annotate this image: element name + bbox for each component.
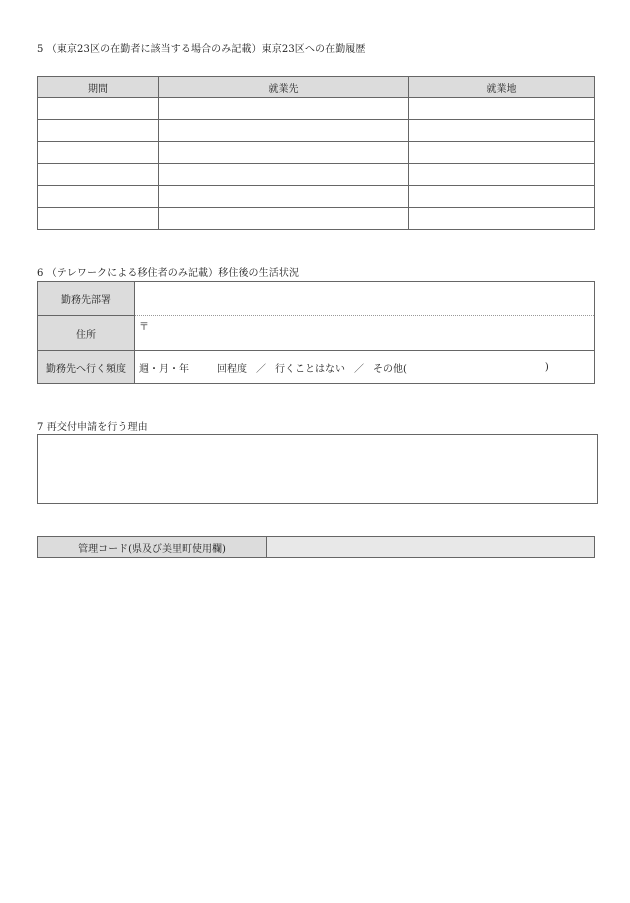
- table-row: [38, 208, 595, 230]
- table-row: [38, 120, 595, 142]
- frequency-other-option[interactable]: その他(: [373, 363, 407, 375]
- dept-label: 勤務先部署: [38, 282, 135, 316]
- work-history-table: [37, 76, 595, 230]
- employer-cell[interactable]: [159, 120, 409, 142]
- dept-row: [38, 282, 595, 316]
- period-cell[interactable]: [38, 208, 159, 230]
- column-header-work-location: 就業地: [409, 77, 595, 98]
- table-row: [38, 98, 595, 120]
- management-code-table: [37, 536, 595, 558]
- work-location-cell[interactable]: [409, 208, 595, 230]
- column-header-employer: 就業先: [159, 77, 409, 98]
- employer-cell[interactable]: [159, 186, 409, 208]
- period-cell[interactable]: [38, 186, 159, 208]
- work-location-cell[interactable]: [409, 142, 595, 164]
- frequency-units[interactable]: 週・月・年: [139, 363, 189, 375]
- table-row: [38, 142, 595, 164]
- period-cell[interactable]: [38, 142, 159, 164]
- table-row: [38, 164, 595, 186]
- section7-heading: 7 再交付申請を行う理由: [37, 422, 148, 433]
- employer-cell[interactable]: [159, 142, 409, 164]
- table-header-row: [38, 77, 595, 98]
- frequency-row: [38, 351, 595, 384]
- section6-heading: 6 （テレワークによる移住者のみ記載）移住後の生活状況: [37, 268, 300, 279]
- work-location-cell[interactable]: [409, 98, 595, 120]
- frequency-field[interactable]: [135, 351, 595, 384]
- frequency-never-option[interactable]: 行くことはない: [275, 363, 345, 375]
- frequency-other-close: ): [544, 361, 549, 373]
- management-row: [38, 537, 595, 558]
- address-field[interactable]: [135, 316, 595, 351]
- employer-cell[interactable]: [159, 98, 409, 120]
- section5-heading: 5 （東京23区の在勤者に該当する場合のみ記載）東京23区への在勤履歴: [37, 44, 366, 55]
- postal-mark: 〒: [139, 322, 149, 333]
- column-header-period: 期間: [38, 77, 159, 98]
- period-cell[interactable]: [38, 98, 159, 120]
- period-cell[interactable]: [38, 164, 159, 186]
- reason-field[interactable]: [37, 434, 598, 504]
- address-label: 住所: [38, 316, 135, 351]
- period-cell[interactable]: [38, 120, 159, 142]
- work-location-cell[interactable]: [409, 164, 595, 186]
- dept-field[interactable]: [135, 282, 595, 316]
- address-row: [38, 316, 595, 351]
- employer-cell[interactable]: [159, 208, 409, 230]
- employer-cell[interactable]: [159, 164, 409, 186]
- work-location-cell[interactable]: [409, 186, 595, 208]
- frequency-label: 勤務先へ行く頻度: [38, 351, 135, 384]
- separator: ／: [256, 363, 266, 375]
- management-code-field: [267, 537, 595, 558]
- separator: ／: [354, 363, 364, 375]
- management-code-label: 管理コード(県及び美里町使用欄): [38, 537, 267, 558]
- work-location-cell[interactable]: [409, 120, 595, 142]
- table-row: [38, 186, 595, 208]
- frequency-times: 回程度: [217, 363, 247, 375]
- living-situation-table: [37, 281, 595, 384]
